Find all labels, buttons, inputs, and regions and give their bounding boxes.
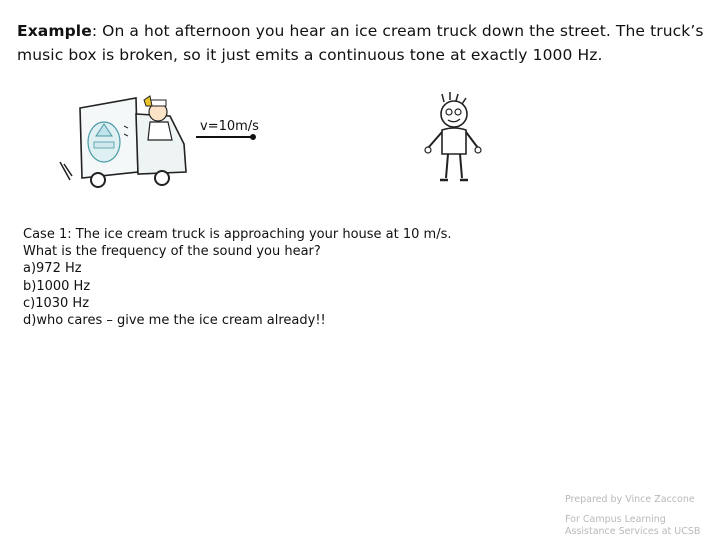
intro-paragraph	[17, 19, 707, 67]
answer-option-c: c)1030 Hz	[23, 295, 90, 311]
question-case: Case 1: The ice cream truck is approaching your house at 10 m/s.	[23, 227, 452, 242]
answer-option-b: b)1000 Hz	[23, 278, 91, 294]
listener-person-illustration	[420, 92, 484, 184]
footer-credit-org	[565, 514, 700, 538]
velocity-arrow-head	[250, 134, 256, 140]
footer-credit-author: Prepared by Vince Zaccone	[565, 494, 695, 505]
intro-text: : On a hot afternoon you hear an ice cream truck down the street. The truck’s music box is broken, so it just emits a continuous tone at exactly 1000 Hz.	[17, 22, 704, 64]
answer-option-a: a)972 Hz	[23, 261, 82, 277]
answer-option-d: d)who cares – give me the ice cream already!!	[23, 313, 326, 329]
speed-label: v=10m/s	[200, 119, 259, 134]
footer-credit-org-line2: Assistance Services at UCSB	[565, 526, 701, 537]
intro-lead: Example	[17, 22, 92, 40]
ice-cream-truck-illustration	[58, 92, 208, 192]
question-block	[23, 226, 452, 329]
footer-credit-org-line1: For Campus Learning	[565, 514, 666, 525]
question-prompt: What is the frequency of the sound you hear?	[23, 244, 321, 260]
velocity-arrow-line	[196, 136, 254, 138]
